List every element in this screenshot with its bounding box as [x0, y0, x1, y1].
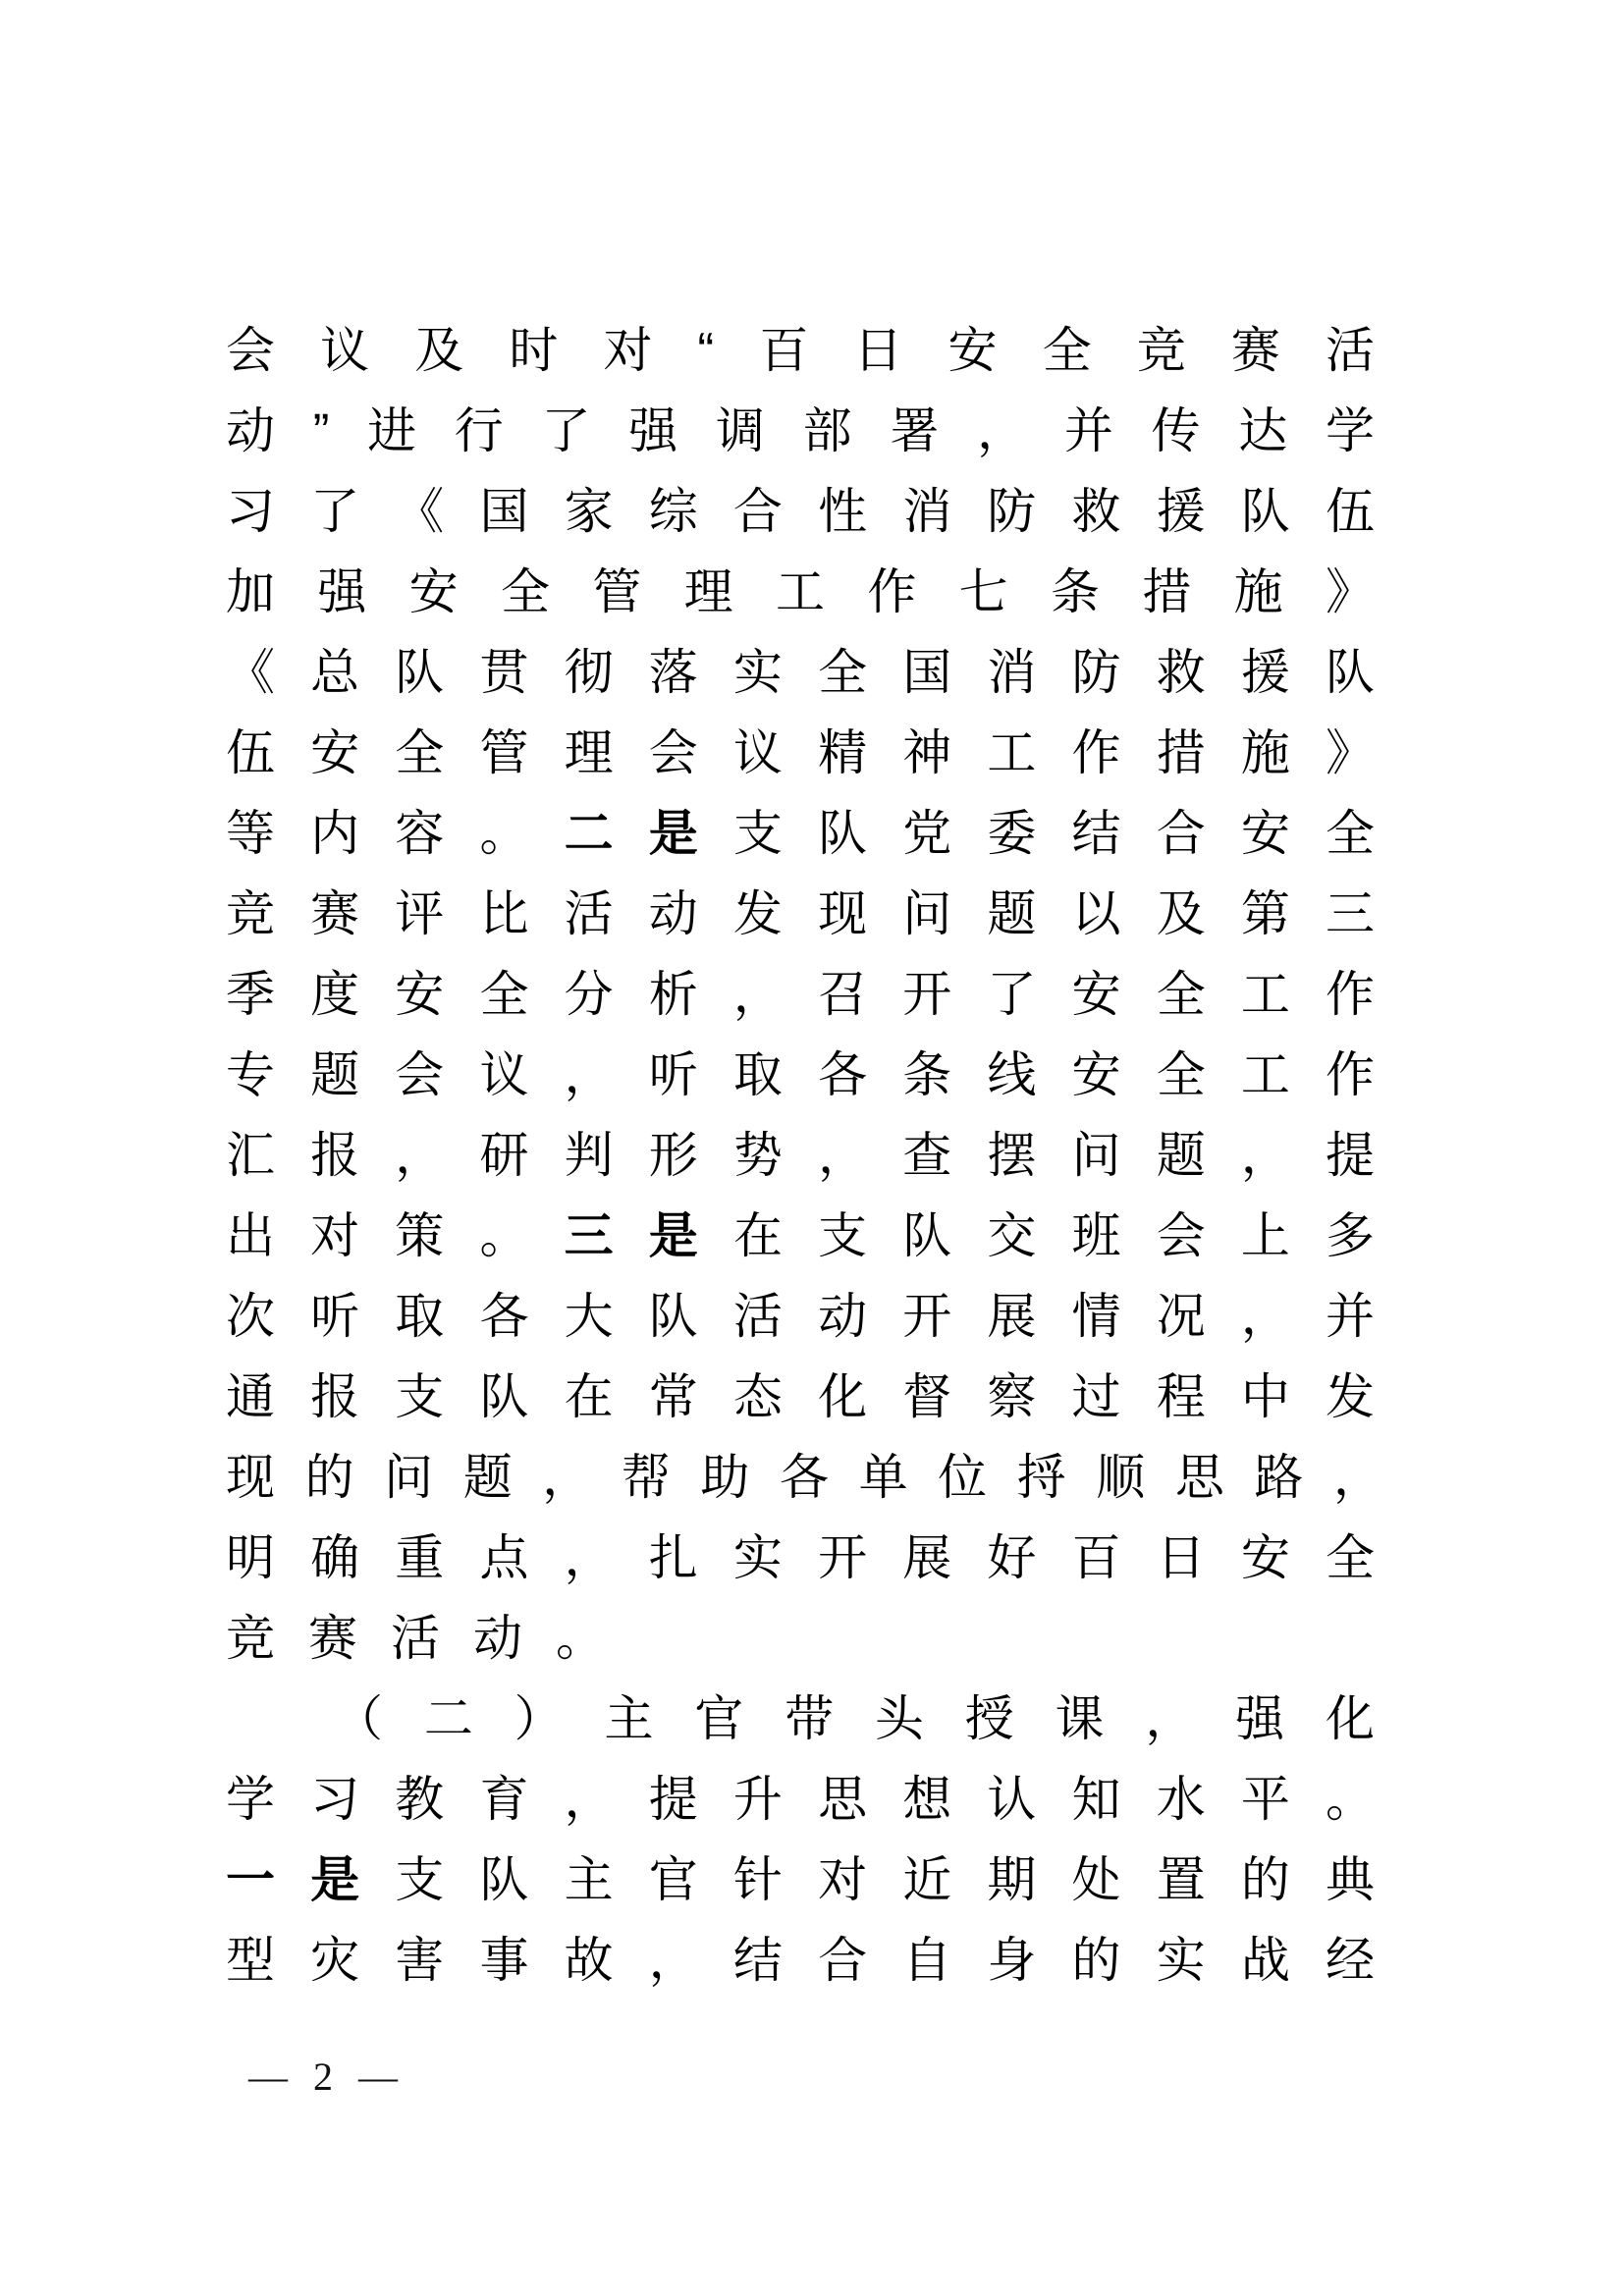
text-line	[226, 1196, 1408, 1276]
text-segment: 通报支队在常态化督察过程中发	[226, 1369, 1408, 1424]
body-text	[226, 310, 1408, 2001]
text-segment: 支队主官针对近期处置的典	[395, 1852, 1409, 1907]
text-segment: 在支队交班会上多	[732, 1208, 1409, 1263]
text-segment: 加强安全管理工作七条措施》	[226, 564, 1408, 619]
bold-segment: 一是	[226, 1852, 396, 1907]
text-line	[226, 1437, 1408, 1518]
text-segment: 动”进行了强调部署，并传达学	[226, 403, 1408, 458]
text-segment: 出对策。	[226, 1208, 565, 1263]
text-line	[226, 552, 1408, 632]
text-line	[226, 471, 1408, 552]
text-line	[226, 793, 1408, 874]
text-line	[226, 1115, 1408, 1196]
text-segment: 专题会议，听取各条线安全工作	[226, 1047, 1408, 1102]
text-line	[226, 1035, 1408, 1115]
text-segment: 次听取各大队活动开展情况，并	[226, 1289, 1408, 1344]
page-number: — 2 —	[248, 2055, 406, 2099]
text-segment: 习了《国家综合性消防救援队伍	[226, 484, 1408, 539]
text-segment: 等内容。	[226, 806, 565, 861]
text-segment: 会议及时对“百日安全竞赛活	[226, 323, 1408, 378]
text-line	[226, 954, 1408, 1035]
text-segment: 支队党委结合安全	[732, 806, 1409, 861]
text-segment: 竞赛评比活动发现问题以及第三	[226, 886, 1408, 941]
page-footer	[248, 2057, 406, 2097]
text-line	[226, 1598, 1408, 1679]
text-line	[226, 1920, 1408, 2001]
text-segment: 现的问题，帮助各单位捋顺思路，	[226, 1450, 1408, 1505]
text-line	[226, 1840, 1408, 1920]
text-segment: （二）主官带头授课，强化	[334, 1691, 1408, 1746]
text-segment: 明确重点，扎实开展好百日安全	[226, 1530, 1408, 1585]
bold-segment: 三是	[564, 1208, 733, 1263]
text-line	[226, 1276, 1408, 1357]
text-line	[226, 1679, 1408, 1759]
text-segment: 汇报，研判形势，查摆问题，提	[226, 1128, 1408, 1183]
text-segment: 《总队贯彻落实全国消防救援队	[226, 645, 1408, 700]
text-segment: 学习教育，提升思想认知水平。	[226, 1772, 1408, 1827]
text-segment: 季度安全分析，召开了安全工作	[226, 967, 1408, 1022]
text-segment: 竞赛活动。	[226, 1611, 638, 1666]
text-line	[226, 713, 1408, 793]
text-line	[226, 632, 1408, 713]
text-line	[226, 1357, 1408, 1437]
text-line	[226, 1759, 1408, 1840]
text-segment: 伍安全管理会议精神工作措施》	[226, 725, 1408, 780]
text-line	[226, 874, 1408, 954]
text-line	[226, 310, 1408, 391]
text-line	[226, 1518, 1408, 1598]
bold-segment: 二是	[564, 806, 733, 861]
text-line	[226, 391, 1408, 471]
text-segment: 型灾害事故，结合自身的实战经	[226, 1933, 1408, 1988]
